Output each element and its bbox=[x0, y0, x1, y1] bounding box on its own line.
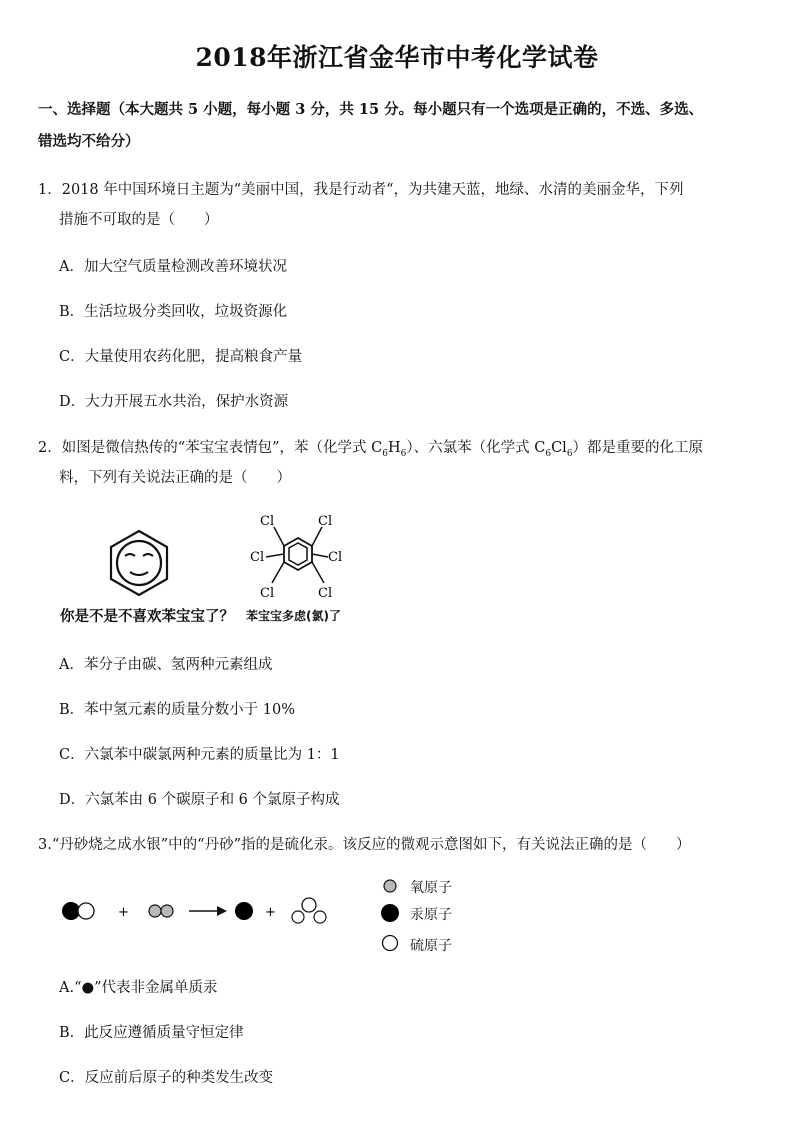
question-2-option-b: B．苯中氢元素的质量分数小于 10% bbox=[59, 702, 295, 718]
q2-text-a: 2．如图是微信热传的“苯宝宝表情包”，苯（化学式 C bbox=[38, 440, 383, 456]
legend-sulfur-swatch bbox=[379, 932, 401, 954]
reaction-arrow-head bbox=[217, 906, 227, 916]
bond-2 bbox=[312, 527, 322, 546]
question-3-option-a: A.“●”代表非金属单质汞 bbox=[59, 980, 218, 996]
legend-sulfur-label: 硫原子 bbox=[410, 938, 452, 954]
question-2-text-line-2: 料，下列有关说法正确的是（ ） bbox=[59, 470, 291, 486]
bond-6 bbox=[312, 562, 324, 583]
mercury-atom bbox=[235, 902, 253, 920]
question-1-option-c: C．大量使用农药化肥，提高粮食产量 bbox=[59, 349, 303, 365]
bond-3 bbox=[266, 554, 284, 557]
question-3-option-c: C．反应前后原子的种类发生改变 bbox=[59, 1070, 274, 1086]
sulfur-atom bbox=[302, 898, 316, 912]
plus-sign: + bbox=[118, 905, 129, 920]
benzene-ring bbox=[117, 541, 161, 585]
plus-sign: + bbox=[265, 905, 276, 920]
oxygen-atom bbox=[292, 911, 304, 923]
bond-5 bbox=[272, 562, 284, 583]
cl-label: Cl bbox=[318, 514, 333, 529]
reaction-diagram bbox=[55, 893, 335, 931]
smile bbox=[130, 572, 148, 575]
question-3-option-b: B．此反应遵循质量守恒定律 bbox=[59, 1025, 244, 1041]
question-2-option-c: C．六氯苯中碳氯两种元素的质量比为 1：1 bbox=[59, 747, 340, 763]
right-eye bbox=[143, 554, 153, 556]
cl-label: Cl bbox=[260, 514, 275, 529]
legend-oxygen-label: 氧原子 bbox=[410, 880, 452, 896]
question-3-text-line-1: 3.“丹砂烧之成水银”中的“丹砂”指的是硫化汞。该反应的微观示意图如下，有关说法正确的是（ ） bbox=[38, 837, 691, 853]
cl-label: Cl bbox=[328, 550, 343, 565]
q2-sub-2: 6 bbox=[400, 448, 407, 459]
question-1-text-line-2: 措施不可取的是（ ） bbox=[59, 212, 219, 228]
question-1-option-a: A．加大空气质量检测改善环境状况 bbox=[59, 259, 287, 275]
oxygen-atom bbox=[149, 905, 161, 917]
question-2-text-line-1 bbox=[38, 436, 703, 459]
q2-text-c: H bbox=[388, 440, 401, 456]
question-2-option-a: A．苯分子由碳、氢两种元素组成 bbox=[59, 657, 273, 673]
q2-sub-3: 6 bbox=[545, 448, 552, 459]
bond-1 bbox=[274, 527, 284, 546]
emoji-caption-left: 你是不是不喜欢苯宝宝了？ bbox=[60, 609, 234, 625]
q2-sub-1: 6 bbox=[382, 448, 388, 459]
legend-oxygen-swatch bbox=[380, 876, 400, 896]
mercury-atom bbox=[62, 902, 80, 920]
left-eye bbox=[125, 554, 135, 556]
legend-mercury-swatch bbox=[378, 901, 402, 925]
question-1-text-line-1: 1．2018 年中国环境日主题为“美丽中国，我是行动者“，为共建天蓝，地绿、水清的美丽金华，下列 bbox=[38, 182, 684, 198]
question-1-option-d: D．大力开展五水共治，保护水资源 bbox=[59, 394, 289, 410]
hexachlorobenzene-inner bbox=[289, 543, 307, 565]
section-heading-line-2: 错选均不给分） bbox=[38, 133, 140, 150]
cl-label: Cl bbox=[318, 586, 333, 601]
q2-text-g: Cl bbox=[551, 440, 567, 456]
emoji-caption-right: 苯宝宝多虑(氯)了 bbox=[246, 609, 341, 623]
sulfur-atom bbox=[78, 903, 94, 919]
question-1-option-b: B．生活垃圾分类回收，垃圾资源化 bbox=[59, 304, 288, 320]
bond-4 bbox=[312, 554, 328, 557]
legend-mercury-label: 汞原子 bbox=[410, 907, 452, 923]
oxygen-atom bbox=[161, 905, 173, 917]
benzene-emoji-figure bbox=[104, 528, 174, 598]
section-heading-line-1: 一、选择题（本大题共 5 小题，每小题 3 分，共 15 分。每小题只有一个选项是正确的，不选、多选、 bbox=[38, 101, 704, 118]
cl-label: Cl bbox=[260, 586, 275, 601]
question-2-option-d: D．六氯苯由 6 个碳原子和 6 个氯原子构成 bbox=[59, 792, 340, 808]
q2-text-i: ）都是重要的化工原 bbox=[572, 440, 704, 456]
q2-text-e: ）、六氯苯（化学式 C bbox=[406, 440, 546, 456]
hexachlorobenzene-figure bbox=[250, 505, 350, 605]
cl-label: Cl bbox=[250, 550, 265, 565]
q2-sub-4: 6 bbox=[566, 448, 573, 459]
page-title: 2018年浙江省金华市中考化学试卷 bbox=[195, 43, 599, 72]
oxygen-atom bbox=[314, 911, 326, 923]
